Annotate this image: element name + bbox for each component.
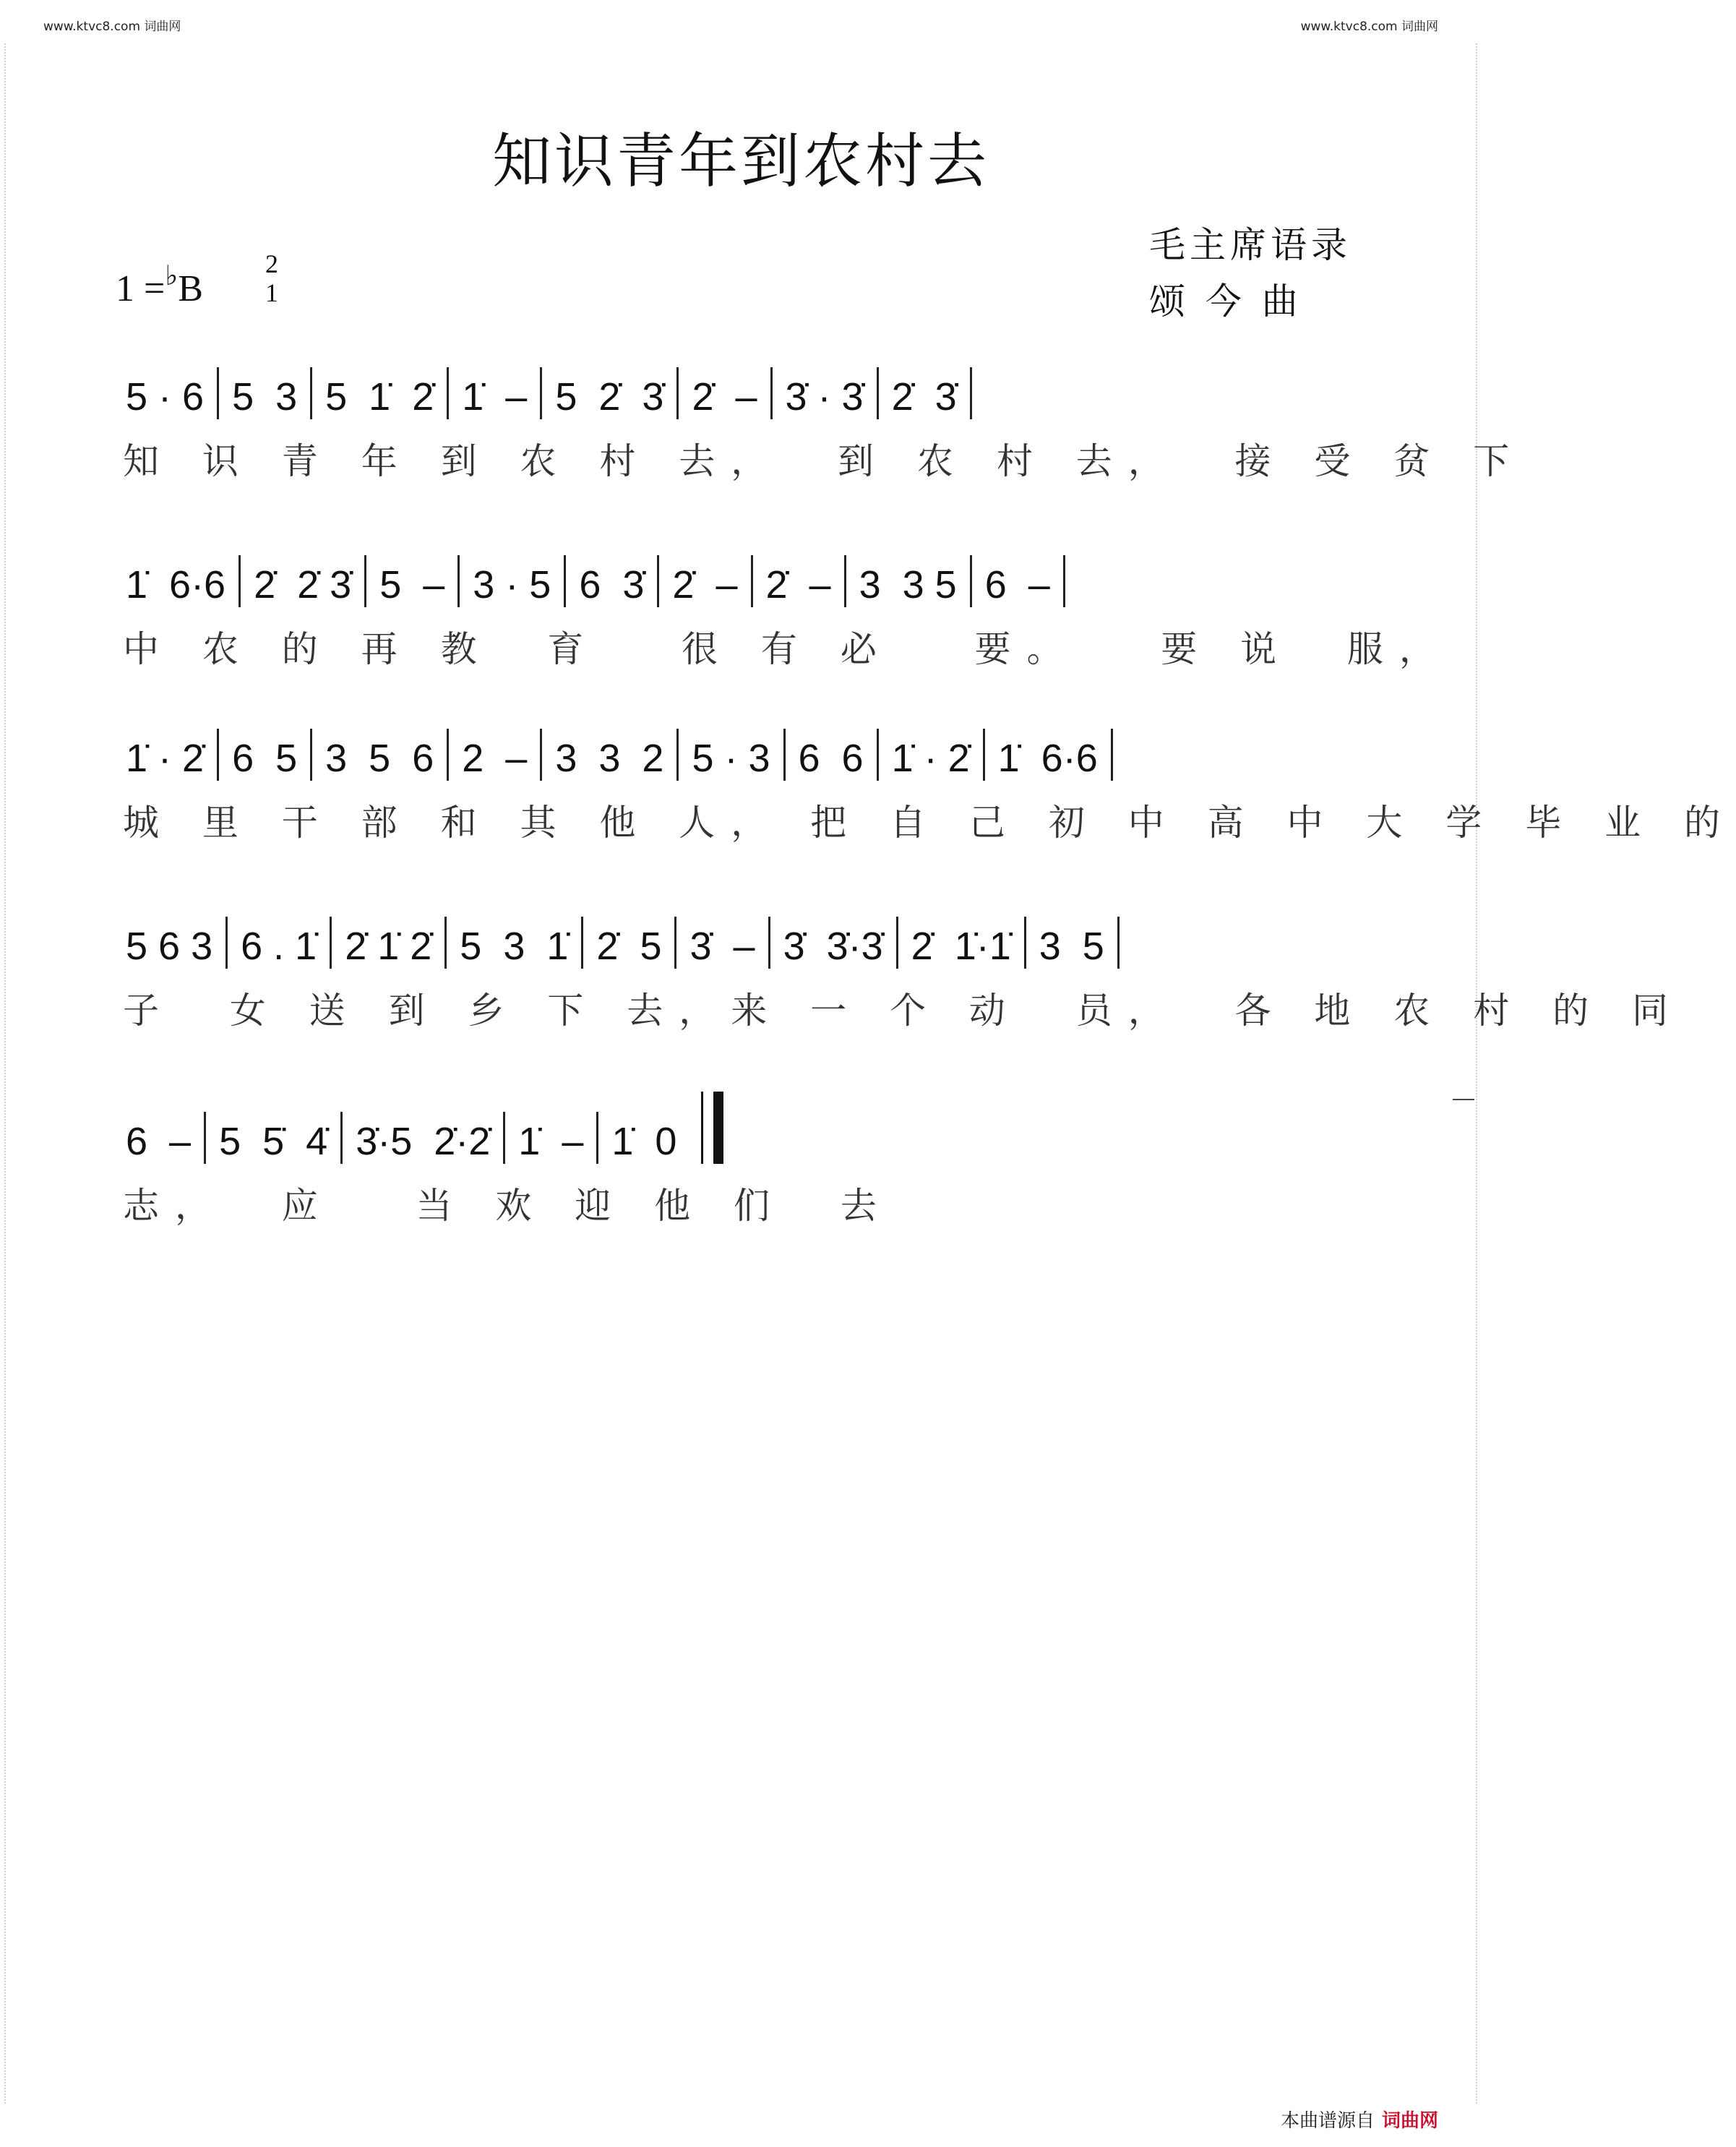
margin-tick [1453,1099,1474,1100]
key-prefix: 1 = [116,268,166,309]
barline [676,367,679,419]
barline [204,1112,206,1164]
barline [877,729,879,781]
measure: 1̇ 6·6 [126,563,226,607]
barline [1111,729,1113,781]
footer-brand[interactable]: 词曲网 [1381,2110,1438,2132]
barline [1024,917,1026,969]
barline [225,917,228,969]
measure: 2̇ 1̇ 2̇ [345,925,432,968]
barline [676,729,679,781]
barline [217,729,219,781]
measure: 6 . 1̇ [241,925,317,968]
left-edge-strip [4,43,16,2104]
measure: 3 3 5 [859,563,957,607]
measure: 6 5 [232,737,298,780]
measure: 3̇ 3̇·3̇ [783,925,883,968]
final-barline-thick [713,1092,723,1164]
measure: 1̇ · 2̇ [126,737,205,780]
measure: 3̇ · 3̇ [785,375,864,419]
measure: 6 – [126,1120,192,1163]
barline [674,917,676,969]
measure: 5 5̇ 4̇ [219,1120,328,1163]
credits [1149,217,1352,330]
song-title: 知识青年到农村去 [491,127,989,196]
measure: 2̇ – [692,375,757,419]
measure: 2̇ 3̇ [891,375,957,419]
barline [768,917,770,969]
system-3 [123,701,1736,846]
barline [657,555,659,607]
final-barline-thin [701,1092,703,1164]
barline [564,555,566,607]
measure: 6 – [984,563,1050,607]
lyrics-row: 知 识 青 年 到 农 村 去， 到 农 村 去， 接 受 贫 下 [123,440,1526,482]
measure: 2̇ 5 [596,925,662,968]
measure: 1̇ · 2̇ [891,737,970,780]
system-4 [123,889,1684,1034]
lyrics-source: 毛主席语录 [1149,224,1352,266]
barline [540,729,542,781]
system-1 [123,340,1526,484]
measure: 1̇ – [462,375,528,419]
barline [783,729,786,781]
key-signature [116,261,203,310]
measure: 5 3 [232,375,298,419]
lyrics-row: 城 里 干 部 和 其 他 人， 把 自 己 初 中 高 中 大 学 毕 业 的 [123,802,1736,844]
measure: 3 · 5 [473,563,551,607]
notes-row [123,889,1373,969]
measure: 2̇ 2̇ 3̇ [254,563,352,607]
measure: 3̇·5 2̇·2̇ [356,1120,491,1163]
measure: 3̇ – [689,925,755,968]
measure: 5 · 3 [692,737,770,780]
barline [596,1112,598,1164]
composer: 颂 今 曲 [1149,280,1302,322]
barline [540,367,542,419]
measure: 5 3 1̇ [460,925,569,968]
measure: 1̇ 0 [611,1120,677,1163]
measure: 2̇ – [765,563,831,607]
system-2 [123,528,1451,672]
barline [364,555,366,607]
lyrics-row: 中 农 的 再 教 育 很 有 必 要。 要 说 服， [123,628,1451,670]
notes-row [123,1084,1373,1164]
barline [844,555,846,607]
measure: 5 6 3 [126,925,213,968]
meter-bottom: 1 [265,278,278,307]
barline [330,917,332,969]
footer-source [1281,2106,1438,2133]
time-signature [257,249,286,307]
lyrics-row: 子 女 送 到 乡 下 去，来 一 个 动 员， 各 地 农 村 的 同 [123,990,1684,1032]
measure: 3 5 6 [325,737,434,780]
barline [447,729,449,781]
barline [970,367,972,419]
barline [239,555,241,607]
notes-row [123,340,1373,419]
lyrics-row: 志， 应 当 欢 迎 他 们 去 [123,1185,893,1227]
barline [457,555,460,607]
barline [581,917,583,969]
measure: 5 2̇ 3̇ [555,375,664,419]
measure: 3 5 [1039,925,1104,968]
barline [877,367,879,419]
barline [983,729,985,781]
measure: 2̇ – [672,563,738,607]
measure: 5 · 6 [126,375,205,419]
key-note: B [178,268,203,309]
barline [1117,917,1120,969]
flat-sign: ♭ [165,261,179,291]
measure: 6 3̇ [579,563,645,607]
barline [503,1112,505,1164]
notes-row [123,701,1373,781]
barline [444,917,447,969]
site-header-left: www.ktvc8.com 词曲网 [43,20,181,34]
barline [447,367,449,419]
measure: 5 – [379,563,445,607]
barline [896,917,898,969]
footer-text: 本曲谱源自 [1280,2110,1375,2132]
barline [751,555,753,607]
barline [310,367,312,419]
measure: 2̇ 1̇·1̇ [911,925,1011,968]
measure: 5 1̇ 2̇ [325,375,434,419]
barline [770,367,773,419]
system-5 [123,1084,1373,1229]
barline [970,555,972,607]
barline [310,729,312,781]
measure: 3 3 2 [555,737,664,780]
barline [217,367,219,419]
measure: 2 – [462,737,528,780]
measure: 1̇ 6·6 [997,737,1098,780]
barline [1063,555,1065,607]
right-edge-strip [1466,43,1477,2104]
measure: 6 6 [798,737,864,780]
site-header-right: www.ktvc8.com 词曲网 [1300,20,1438,34]
barline [340,1112,343,1164]
meter-top: 2 [265,249,278,278]
notes-row [123,528,1373,607]
measure: 1̇ – [518,1120,584,1163]
